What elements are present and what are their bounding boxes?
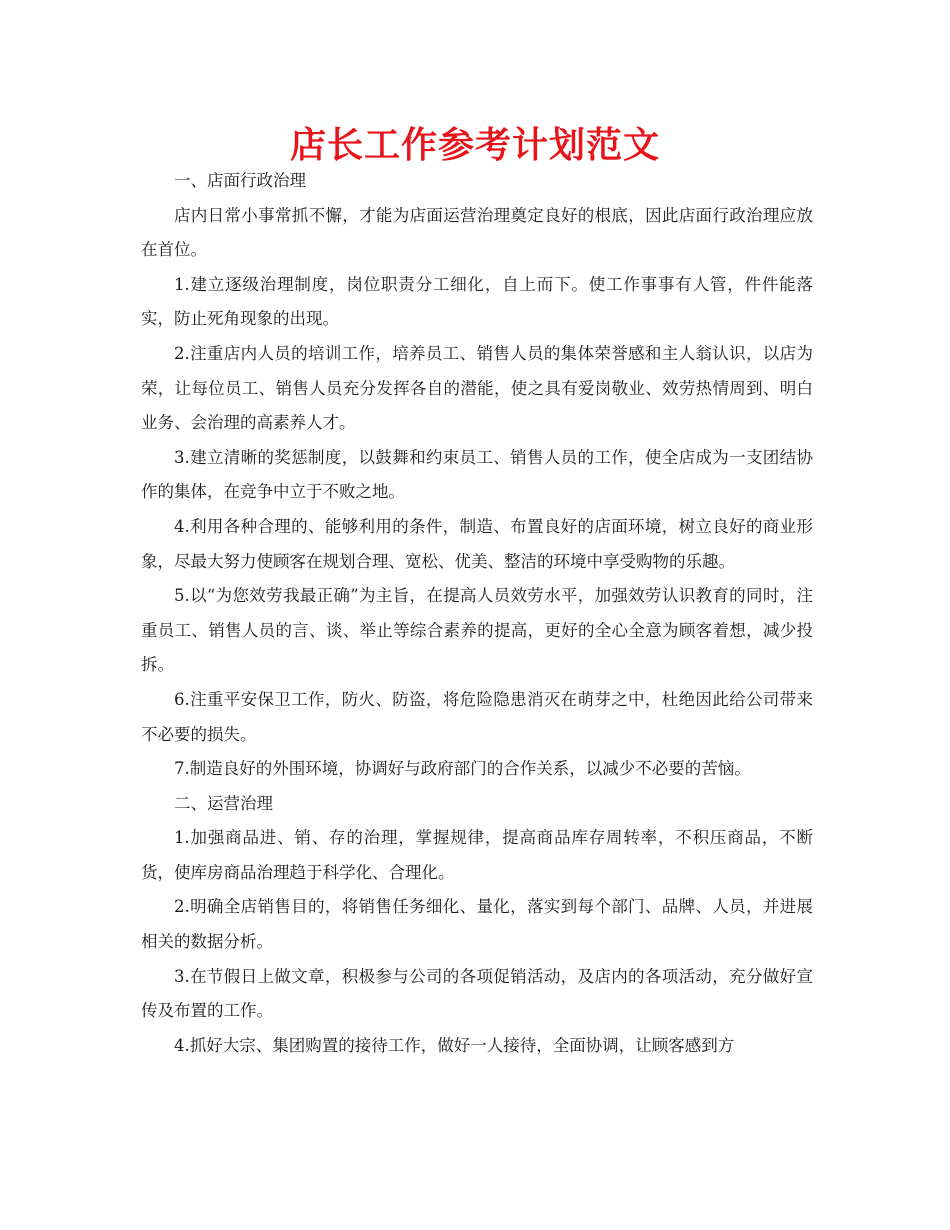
list-item: 2.注重店内人员的培训工作，培养员工、销售人员的集体荣誉感和主人翁认识，以店为荣，让每位员工、销售人员充分发挥各自的潜能，使之具有爱岗敬业、效劳热情周到、明白业务、会治理的高素养人才。	[141, 343, 813, 433]
list-item: 7.制造良好的外围环境，协调好与政府部门的合作关系，以减少不必要的苦恼。	[174, 759, 751, 779]
paragraph: 店内日常小事常抓不懈，才能为店面运营治理奠定良好的根底，因此店面行政治理应放在首位。	[141, 205, 813, 260]
list-item: 2.明确全店销售目的，将销售任务细化、量化，落实到每个部门、品牌、人员，并进展相关的数据分析。	[141, 897, 813, 952]
section-heading: 二、运营治理	[174, 793, 273, 813]
section-heading: 一、店面行政治理	[174, 171, 306, 190]
list-item: 5.以“为您效劳我最正确”为主旨，在提高人员效劳水平，加强效劳认识教育的同时，注重员工、销售人员的言、谈、举止等综合素养的提高，更好的全心全意为顾客着想，减少投拆。	[141, 586, 813, 675]
list-item: 1.加强商品进、销、存的治理，掌握规律，提高商品库存周转率，不积压商品，不断货，使库房商品治理趋于科学化、合理化。	[141, 828, 813, 882]
document-title: 店长工作参考计划范文	[289, 125, 660, 166]
list-item: 4.利用各种合理的、能够利用的条件，制造、布置良好的店面环境，树立良好的商业形象，尽最大努力使顾客在规划合理、宽松、优美、整洁的环境中享受购物的乐趣。	[141, 516, 813, 571]
document-body	[141, 164, 813, 1063]
list-item: 1.建立逐级治理制度，岗位职责分工细化，自上而下。使工作事事有人管，件件能落实，防止死角现象的出现。	[141, 274, 813, 329]
list-item: 6.注重平安保卫工作，防火、防盗，将危险隐患消灭在萌芽之中，杜绝因此给公司带来不必要的损失。	[141, 689, 813, 744]
list-item: 3.在节假日上做文章，积极参与公司的各项促销活动，及店内的各项活动，充分做好宣传及布置的工作。	[141, 966, 813, 1021]
list-item: 4.抓好大宗、集团购置的接待工作，做好一人接待，全面协调，让顾客感到方	[174, 1035, 735, 1055]
list-item: 3.建立清晰的奖惩制度，以鼓舞和约束员工、销售人员的工作，使全店成为一支团结协作的集体，在竞争中立于不败之地。	[141, 447, 813, 502]
